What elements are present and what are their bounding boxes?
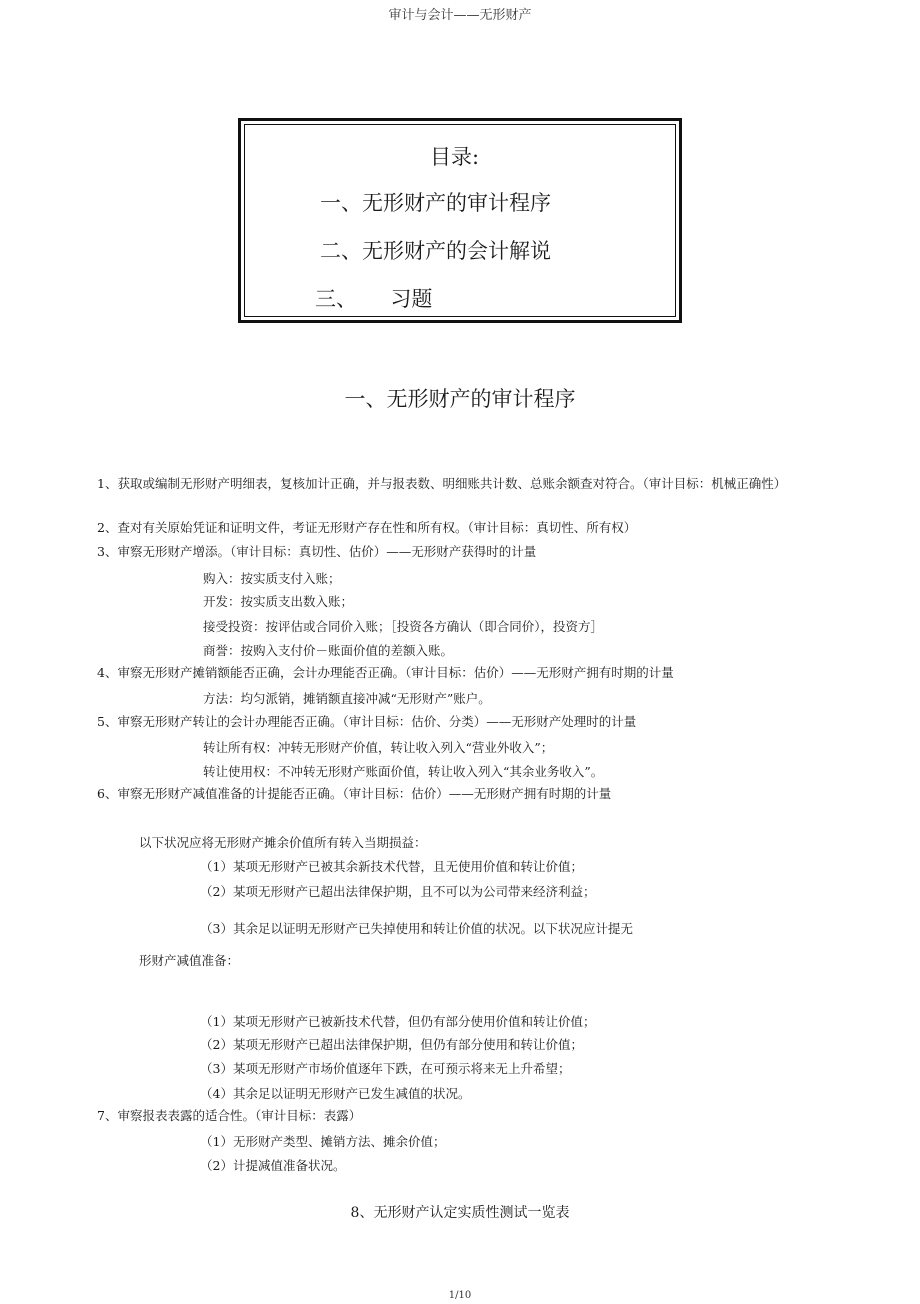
body-line: 2、查对有关原始凭证和证明文件，考证无形财产存在性和所有权。（审计目标：真切性、所有权） xyxy=(97,520,637,535)
body-line: （3）其余足以证明无形财产已失掉使用和转让价值的状况。以下状况应计提无 xyxy=(200,921,633,936)
body-line: （4）其余足以证明无形财产已发生减值的状况。 xyxy=(200,1086,471,1101)
body-line: （2）某项无形财产已超出法律保护期，但仍有部分使用和转让价值； xyxy=(200,1037,583,1052)
toc-item-2: 二、无形财产的会计解说 xyxy=(320,239,551,263)
body-line: 4、审察无形财产摊销额能否正确，会计办理能否正确。（审计目标：估价）——无形财产拥有时期的计量 xyxy=(97,665,674,680)
body-line: （1）无形财产类型、摊销方法、摊余价值； xyxy=(200,1134,446,1149)
body-line: 6、审察无形财产减值准备的计提能否正确。（审计目标：估价）——无形财产拥有时期的计量 xyxy=(97,786,612,801)
body-line: 转让使用权：不冲转无形财产账面价值，转让收入列入“其余业务收入”。 xyxy=(203,764,604,779)
body-line: （3）某项无形财产市场价值逐年下跌，在可预示将来无上升希望； xyxy=(200,1061,571,1076)
body-line: 购入：按实质支付入账； xyxy=(203,571,341,586)
body-line: 5、审察无形财产转让的会计办理能否正确。（审计目标：估价、分类）——无形财产处理时的计量 xyxy=(97,714,637,729)
body-line: （1）某项无形财产已被其余新技术代替，且无使用价值和转让价值； xyxy=(200,859,583,874)
toc-inner-border xyxy=(244,124,676,317)
page-number: 1/10 xyxy=(448,1290,472,1301)
toc-title: 目录: xyxy=(430,145,480,169)
body-line: 形财产减值准备： xyxy=(139,953,240,968)
body-line: 开发：按实质支出数入账； xyxy=(203,594,354,609)
body-line: 1、获取或编制无形财产明细表，复核加计正确，并与报表数、明细账共计数、总账余额查对符合。（审计目标：机械正确性） xyxy=(97,476,787,491)
body-line: 商誉：按购入支付价－账面价值的差额入账。 xyxy=(203,643,454,658)
body-line: 以下状况应将无形财产摊余价值所有转入当期损益： xyxy=(139,835,427,850)
toc-box xyxy=(238,118,682,323)
subsection-title: 8、无形财产认定实质性测试一览表 xyxy=(350,1205,570,1221)
toc-item-3: 三、 习题 xyxy=(315,287,433,311)
toc-item-1: 一、无形财产的审计程序 xyxy=(320,191,551,215)
body-line: 接受投资：按评估或合同价入账；［投资各方确认（即合同价），投资方］ xyxy=(203,619,604,634)
body-line: （2）计提减值准备状况。 xyxy=(200,1158,346,1173)
body-line: 7、审察报表表露的适合性。（审计目标：表露） xyxy=(97,1108,362,1123)
body-line: 3、审察无形财产增添。（审计目标：真切性、估价）——无形财产获得时的计量 xyxy=(97,544,537,559)
body-line: （2）某项无形财产已超出法律保护期，且不可以为公司带来经济利益； xyxy=(200,884,596,899)
body-line: 方法：均匀派销，摊销额直接冲减“无形财产”账户。 xyxy=(203,691,491,706)
body-line: 转让所有权：冲转无形财产价值，转让收入列入“营业外收入”； xyxy=(203,740,554,755)
section-title: 一、无形财产的审计程序 xyxy=(344,387,576,411)
body-line: （1）某项无形财产已被新技术代替，但仍有部分使用价值和转让价值； xyxy=(200,1014,596,1029)
running-header: 审计与会计——无形财产 xyxy=(388,8,532,23)
